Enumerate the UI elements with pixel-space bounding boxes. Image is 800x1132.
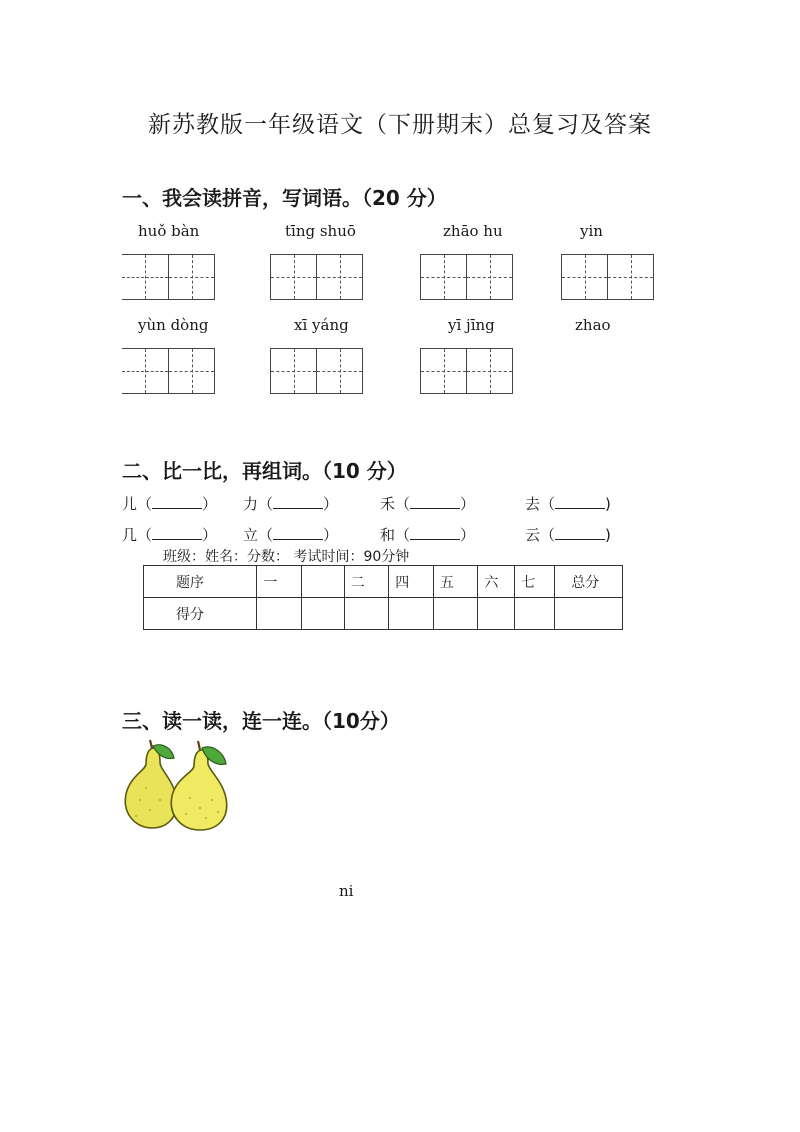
header-cell-4: 四 [389,566,434,598]
compare-item-qu [525,493,611,514]
compare-char: 禾（ [380,495,411,513]
pinyin-zhao-hu: zhāo hu [443,222,503,240]
header-cell-2 [301,566,344,598]
header-cell-question: 题序 [144,566,257,598]
writing-grid[interactable] [420,254,513,300]
header-cell-6: 六 [478,566,515,598]
close-paren: ） [323,526,339,544]
pear-illustration [120,738,235,833]
score-cell[interactable] [433,598,478,630]
writing-grid[interactable] [270,348,363,394]
close-paren: ） [202,526,218,544]
answer-blank[interactable] [152,494,202,509]
score-cell[interactable] [257,598,302,630]
writing-grid[interactable] [270,254,363,300]
compare-char: 儿（ [122,495,153,513]
writing-grid[interactable] [122,254,215,300]
header-cell-7: 七 [515,566,555,598]
header-cell-1: 一 [257,566,302,598]
section-2-heading: 二、比一比，再组词。（10 分） [122,459,407,483]
score-cell[interactable] [301,598,344,630]
header-cell-total: 总分 [555,566,623,598]
close-paren: ） [460,526,476,544]
compare-char: 去（ [525,495,556,513]
writing-grid[interactable] [122,348,215,394]
score-cell[interactable] [515,598,555,630]
answer-blank[interactable] [410,525,460,540]
compare-item-yun [525,524,611,545]
writing-grid[interactable] [420,348,513,394]
pinyin-yin: yin [580,222,603,240]
score-cell[interactable] [478,598,515,630]
score-table-score-row [144,598,623,630]
pinyin-zhao: zhao [575,316,611,334]
close-paren: ) [605,526,611,544]
compare-item-ji [122,524,217,545]
section-3-heading: 三、读一读，连一连。（10分） [122,709,400,733]
close-paren: ） [202,495,218,513]
compare-item-er [122,493,217,514]
pear-icon [120,738,235,833]
pinyin-yun-dong: yùn dòng [138,316,209,334]
close-paren: ） [323,495,339,513]
score-table [143,565,623,630]
compare-char: 立（ [243,526,274,544]
answer-blank[interactable] [273,494,323,509]
compare-item-li [243,493,338,514]
pinyin-ting-shuo: tīng shuō [285,222,356,240]
answer-blank[interactable] [152,525,202,540]
section-1-heading: 一、我会读拼音，写词语。（20 分） [122,186,447,210]
compare-item-he [380,493,475,514]
writing-grid[interactable] [561,254,654,300]
answer-blank[interactable] [273,525,323,540]
score-table-header-row [144,566,623,598]
pinyin-ni: ni [339,882,354,900]
answer-blank[interactable] [555,525,605,540]
pinyin-yi-jing: yī jīng [448,316,495,334]
answer-blank[interactable] [555,494,605,509]
compare-item-li2 [243,524,338,545]
student-info-line: 班级：姓名：分数： 考试时间：90分钟 [163,549,410,565]
score-cell[interactable] [389,598,434,630]
compare-char: 力（ [243,495,274,513]
close-paren: ) [605,495,611,513]
header-cell-5: 五 [433,566,478,598]
pinyin-xi-yang: xī yáng [294,316,349,334]
pinyin-huo-ban: huǒ bàn [138,222,200,240]
score-cell[interactable] [555,598,623,630]
compare-char: 和（ [380,526,411,544]
close-paren: ） [460,495,476,513]
document-title: 新苏教版一年级语文（下册期末）总复习及答案 [148,112,652,138]
header-cell-3: 二 [344,566,389,598]
compare-item-he2 [380,524,475,545]
score-cell[interactable] [344,598,389,630]
row-label-score: 得分 [144,598,257,630]
compare-char: 云（ [525,526,556,544]
answer-blank[interactable] [410,494,460,509]
compare-char: 几（ [122,526,153,544]
